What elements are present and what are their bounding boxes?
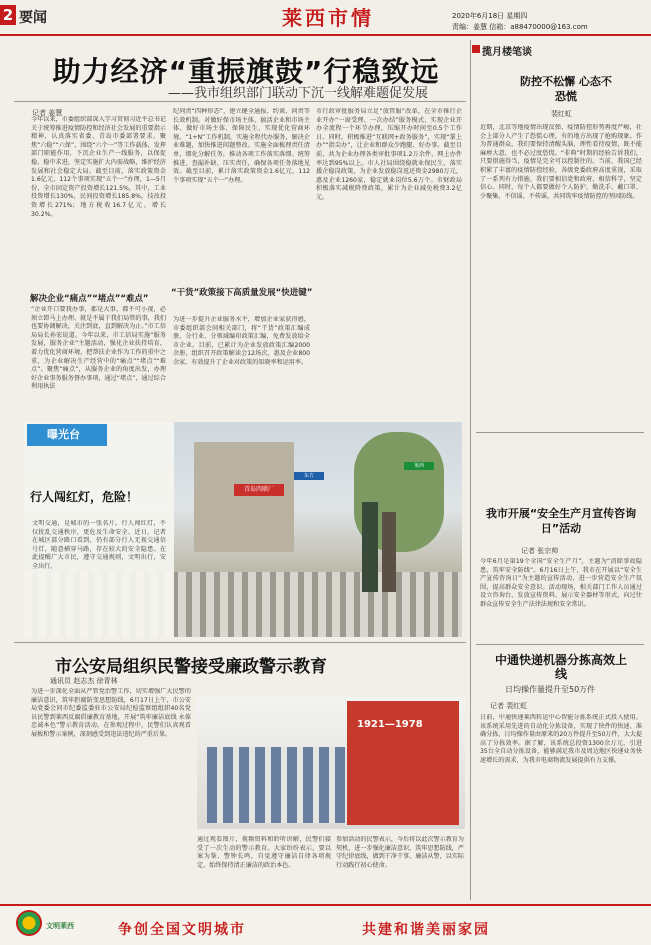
issue-date: 2020年6月18日 星期四 <box>452 12 528 20</box>
main-byline: 记者 姜慧 <box>32 109 63 117</box>
shop-sign-2: 莱西 <box>404 462 434 470</box>
safety-headline: 我市开展“安全生产月宣传咨询日”活动 <box>485 507 637 535</box>
shop-sign-1: 青岛肉联厂 <box>234 484 284 496</box>
main-col3-text: 市行政审批服务局立足“放管服”改革，在全市推行企业开办“一窗受理、一次办结”服务模式，实现企业开办全流程一个环节办理，压缩开办时间至0.5个工作日。同时，积极推进“互联网+政务服务”，实现“掌上办”“指尖办”，让企业和群众少跑腿、好办事。截至目前，共为企业办理各类审批事项1.2万余件，网上办件率达到95%以上。市人社局围绕稳就业保民生，落实援企稳岗政策，为企业发放稳岗返还资金2980万元，惠及企业1260家，稳定就业岗位5.6万个。市财政局积极落实减税降费政策，累计为企业减免税费3.2亿元。 <box>316 108 462 201</box>
civilization-logo-icon <box>16 910 42 936</box>
main-subhead-2: “干货”政策接下高质量发展“快进键” <box>171 288 313 298</box>
main-subheadline: ——我市组织部门联动下沉一线解难题促发展 <box>168 86 429 101</box>
safety-text: 今年6月是第19个全国“安全生产月”，主题为“消除事故隐患，筑牢安全防线”。6月16日上午，我市在开展以“安全生产宣传咨询日”为主题的宣传活动，进一步营造安全生产氛围，提高群众安全意识。活动现场，相关部门工作人员通过设立咨询台、发放宣传资料、展示安全器材等形式，向过往群众宣传安全生产法律法规和安全常识。 <box>480 558 642 608</box>
masthead-logo: 莱西市情 <box>282 6 374 30</box>
footer-slogan-right: 共建和谐美丽家园 <box>362 922 490 938</box>
section-title: 要闻 <box>19 10 47 26</box>
exhibition-photo <box>197 697 465 829</box>
police-headline: 市公安局组织民警接受廉政警示教育 <box>55 657 327 677</box>
page-number: 2 <box>0 5 16 25</box>
police-officers <box>207 747 347 823</box>
sidebar-essay-title: 防控不松懈 心态不恐慌 <box>520 75 612 103</box>
exhibit-year: 1921—1978 <box>357 719 423 730</box>
police-byline: 通讯员 赵志杰 徐青林 <box>50 677 118 685</box>
main-subhead-1: 解决企业“痛点”“堵点”“难点” <box>30 294 149 304</box>
zto-headline: 中通快递机器分拣高效上线 <box>494 653 627 681</box>
main-col2-text: 纪问责“四种形态”，建立健全通报、约谈、问责等长效机制。对做好保市场主体、搞活企业和市场主体、做好市场主体、保障民生，实现优化营商环境、“1+N”工作机制，实施全程代办服务，解决企业难题，加快推进问题整改。实施全面梳理责任清单，细化分解任务，推动各项工作落实落细。统筹推进、查漏补缺、压实责任，确保各项任务落地见效。截至目前，累计落实政策资金1.6亿元，112个事项实现“五个一”办理。 <box>173 108 310 184</box>
divider <box>476 432 644 433</box>
photo-title: 行人闯红灯，危险！ <box>30 490 139 504</box>
divider <box>14 642 466 643</box>
main-col1-text: “企业开口要我办事，都是大事，都不可小视，必须立即马上办理、就是不属于我们局管的事，我们也要协调解决，关注到底，直到解决为止。”市工信局局长孙宏说道。今年以来，市工信局实施“服务发展，服务企业”主题活动，强化企业扶持培育，着力优化营商环境，把帮扶企业作为工作的重中之重，为企业解决生产经营中的“痛点”“堵点”“难点”。聚焦“痛点”，从服务企业的角度出发，办理好企业事务服务督办事项，通过“堵点”，通过综合利用执法 <box>31 306 166 391</box>
shop-sign-3: 东方 <box>294 472 324 480</box>
exposure-label: 曝光台 <box>27 424 107 446</box>
sidebar-column-title: 揽月楼笔谈 <box>482 47 532 58</box>
main-headline: 助力经济“重振旗鼓”行稳致远 <box>52 55 440 88</box>
editor-info: 责编：姜慧 信箱：a88470000@163.com <box>452 23 588 31</box>
zto-byline: 记者 裴红虹 <box>490 702 528 710</box>
sidebar-essay-text: 近期，北京等地疫情出现反弹，疫情防控形势再度严峻，社会上部分人产生了恐慌心理，有的地方出现了抢购现象。作为普通群众，我们要保持清醒头脑，理性看待疫情，既不能麻痹大意，也不必过度恐慌。“非典”时期的经验告诉我们，只要措施得当，疫情是完全可以控制住的。当前，我国已经积累了丰富的疫情防控经验，各级党委政府高度重视，采取了一系列有力措施，我们要相信党和政府，相信科学，坚定信心。同时，每个人都要做好个人防护，勤洗手、戴口罩、少聚集，不信谣、不传谣，共同筑牢疫情防控的坚固防线。 <box>480 124 642 200</box>
column-divider <box>470 40 471 900</box>
main-intro-text: 今年以来，市委组织部深入学习贯彻习近平总书记关于统筹推进疫情防控和经济社会发展的重要指示精神，认真落实省委、青岛市委部署要求，聚焦“六稳”“六保”，围绕“六个一”等工作载体，发挥部门职能作用，下沉企业生产一线服务，以保促稳、稳中求进，坚定实施扩大内需战略，维护经济发展和社会稳定大局。截至目前，落实政策资金1.6亿元，112个事项实现“五个一”办理，1—5月份，全市固定资产投资增长121.5%，其中，工业投资增长130%，民间投资增长185.8%，技改投资增长271%；地方税收16.7亿元，增长30.2%。 <box>31 116 166 218</box>
police-col2-text: 通过观看图片、视频资料和聆听讲解，民警们接受了一次生动的警示教育。大家纷纷表示，要以案为鉴、警钟长鸣，自觉遵守廉洁自律各项规定，始终保持清正廉洁的政治本色。 <box>197 836 331 869</box>
divider <box>14 101 466 102</box>
police-col3-text: 参加活动的民警表示，今后将以此次警示教育为契机，进一步强化廉洁意识，筑牢思想防线，严守纪律底线，做到干净干事、廉洁从警，以实际行动践行初心使命。 <box>336 836 464 869</box>
building <box>194 442 294 552</box>
zto-subtitle: 日均操作量提升至50万件 <box>505 685 596 694</box>
footer-banner <box>0 904 651 945</box>
photo-caption-text: 文明交通，是城市的一张名片。行人闯红灯，不仅扰乱交通秩序，更危及生命安全。近日，记者在城区部分路口看到，仍有部分行人无视交通信号灯，随意横穿马路，存在较大的安全隐患。在此提醒广大市民，遵守交通规则，文明出行，安全出行。 <box>32 520 166 570</box>
safety-byline: 记者 张宗帅 <box>521 547 559 555</box>
police-col1-text: 为进一步深化全面从严管党治警工作，切实增强广大民警的廉洁意识，筑牢拒腐防变思想防线，6月17日上午，市公安局党委会同市纪委监委驻市公安局纪检监察组组织40名党员民警到莱西反腐倡廉教育基地，开展“筑牢廉洁底线 永葆忠诚本色”警示教育活动。在参观过程中，民警们认真观看展板和警示案例，深刻感受到违法违纪的严重后果。 <box>31 688 191 738</box>
divider <box>476 644 644 645</box>
traffic-officer <box>362 502 378 592</box>
column-bullet-icon <box>472 45 480 53</box>
pedestrian <box>382 512 396 592</box>
zto-text: 日前，中通快递莱西转运中心智能分拣系统正式投入使用。该系统采用先进的自动化分拣设备，实现了快件的快速、准确分拣，日均操作量由原来的20万件提升至50万件，大大提高了分拣效率。据了解，该系统总投资1300余万元，引进35台全自动分拣设备，能够满足我市及周边地区快递业务快速增长的需求，为我市电商物流发展提供有力支撑。 <box>480 714 642 764</box>
main-col2-body: 为进一步提升企业服务水平，增加企业家获得感，市委组织部会同相关部门，将“干货”政策汇编成册，分行业、分领域编印政策汇编，免费发放给全市企业。目前，已累计为企业发放政策汇编2000余册，组织召开政策解读会12场次，惠及企业800余家，有效提升了企业对政策的知晓率和运用率。 <box>173 316 310 366</box>
footer-logo-text: 文明莱西 <box>46 922 74 930</box>
footer-slogan-left: 争创全国文明城市 <box>118 922 246 938</box>
sidebar-essay-author: 裴红虹 <box>551 110 572 118</box>
